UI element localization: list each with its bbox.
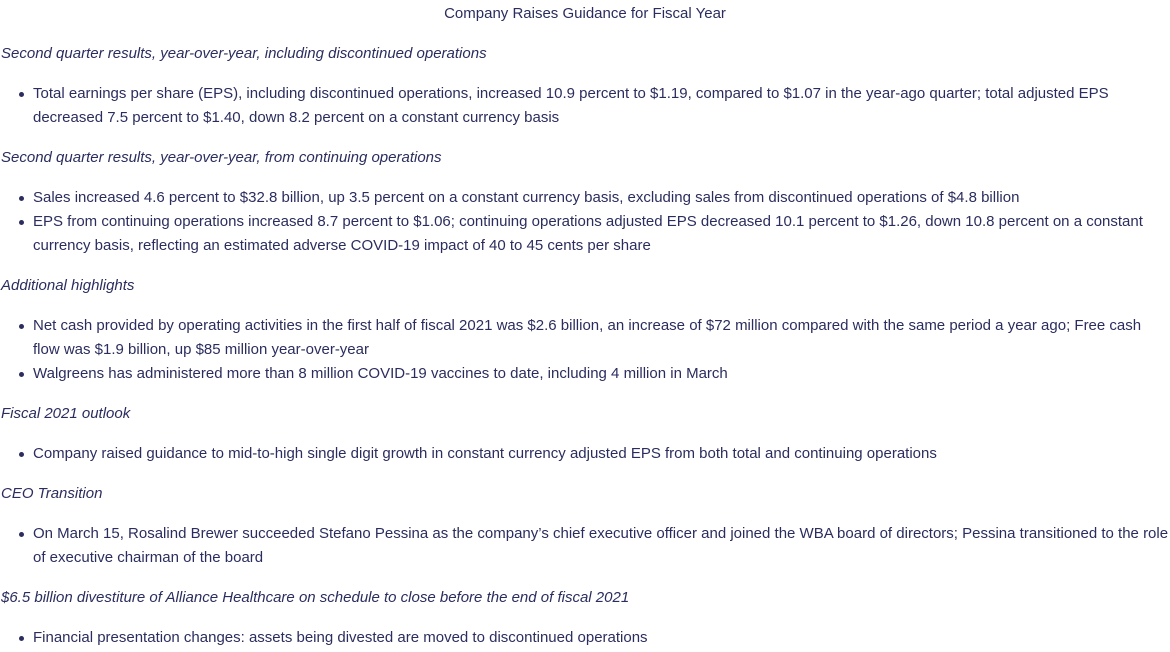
section-heading: Fiscal 2021 outlook	[1, 405, 131, 422]
bullet-icon	[19, 92, 24, 97]
bullet-icon	[19, 636, 24, 641]
section-q2-continuing	[0, 146, 1170, 258]
section-divestiture	[0, 586, 1170, 650]
section-heading: CEO Transition	[1, 485, 103, 502]
list-item-text: Financial presentation changes: assets being divested are moved to discontinued operations	[33, 629, 648, 646]
list-item-text: Total earnings per share (EPS), including discontinued operations, increased 10.9 percent to $1.19, compared to $1.07 in the year-ago quarter; total adjusted EPS decreased 7.5 percent to $1.40, down 8.2 percent on a constant currency basis	[33, 85, 1109, 126]
list-item	[33, 442, 1170, 466]
list-item-text: On March 15, Rosalind Brewer succeeded Stefano Pessina as the company’s chief executive officer and joined the WBA board of directors; Pessina transitioned to the role of executive chairman of the board	[33, 525, 1169, 566]
section-fiscal-outlook	[0, 402, 1170, 466]
bullet-icon	[19, 220, 24, 225]
bullet-list	[0, 522, 1170, 570]
section-heading: Additional highlights	[1, 277, 135, 294]
list-item	[33, 186, 1170, 210]
section-heading: $6.5 billion divestiture of Alliance Healthcare on schedule to close before the end of fiscal 2021	[1, 589, 630, 606]
bullet-list	[0, 442, 1170, 466]
list-item	[33, 210, 1170, 258]
list-item	[33, 362, 1170, 386]
section-q2-total	[0, 42, 1170, 130]
bullet-icon	[19, 452, 24, 457]
bullet-icon	[19, 532, 24, 537]
list-item	[33, 522, 1170, 570]
list-item-text: Walgreens has administered more than 8 million COVID-19 vaccines to date, including 4 million in March	[33, 365, 728, 382]
section-heading: Second quarter results, year-over-year, including discontinued operations	[1, 45, 487, 62]
bullet-icon	[19, 372, 24, 377]
list-item	[33, 314, 1170, 362]
section-heading: Second quarter results, year-over-year, from continuing operations	[1, 149, 442, 166]
bullet-icon	[19, 196, 24, 201]
list-item-text: Net cash provided by operating activities in the first half of fiscal 2021 was $2.6 billion, an increase of $72 million compared with the same period a year ago; Free cash flow was $1.9 billion, up $85 million year-over-year	[33, 317, 1142, 358]
list-item-text: Company raised guidance to mid-to-high single digit growth in constant currency adjusted EPS from both total and continuing operations	[33, 445, 937, 462]
list-item-text: Sales increased 4.6 percent to $32.8 billion, up 3.5 percent on a constant currency basis, excluding sales from discontinued operations of $4.8 billion	[33, 189, 1020, 206]
bullet-list	[0, 82, 1170, 130]
page-title: Company Raises Guidance for Fiscal Year	[444, 5, 726, 22]
list-item	[33, 82, 1170, 130]
bullet-list	[0, 314, 1170, 386]
bullet-list	[0, 186, 1170, 258]
list-item	[33, 626, 1170, 650]
list-item-text: EPS from continuing operations increased 8.7 percent to $1.06; continuing operations adjusted EPS decreased 10.1 percent to $1.26, down 10.8 percent on a constant currency basis, reflecting an estimated adverse COVID-19 impact of 40 to 45 cents per share	[33, 213, 1143, 254]
bullet-list	[0, 626, 1170, 650]
section-ceo-transition	[0, 482, 1170, 570]
section-additional-highlights	[0, 274, 1170, 386]
bullet-icon	[19, 324, 24, 329]
